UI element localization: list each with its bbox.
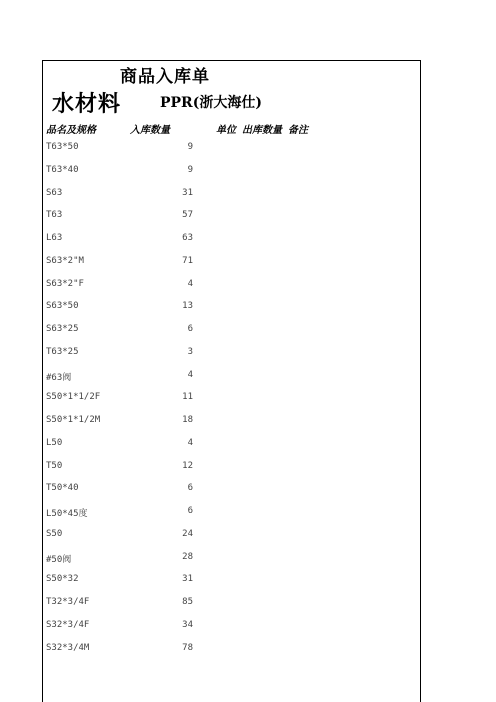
table-row xyxy=(46,455,416,478)
table-row xyxy=(46,409,416,432)
table-row xyxy=(46,364,416,387)
item-name: T63*50 xyxy=(46,142,79,152)
item-name: S63*2"F xyxy=(46,278,84,289)
item-name: S63*2"M xyxy=(46,255,84,266)
item-name: S50 xyxy=(46,528,63,539)
item-quantity: 6 xyxy=(187,324,193,334)
table-row xyxy=(46,477,416,500)
column-header-in-qty: 入库数量 xyxy=(130,125,170,136)
item-name: L50 xyxy=(46,437,63,448)
item-name: T63*25 xyxy=(46,346,79,357)
item-name: S50*1*1/2F xyxy=(46,392,101,403)
table-row xyxy=(46,159,416,182)
table-row xyxy=(46,295,416,318)
table-row xyxy=(46,614,416,637)
item-name: S32*3/4F xyxy=(46,619,90,630)
item-quantity: 24 xyxy=(182,528,193,539)
column-header-unit: 单位 xyxy=(216,125,236,136)
table-header xyxy=(46,121,416,137)
table-row xyxy=(46,500,416,523)
item-name: S50*1*1/2M xyxy=(46,415,101,425)
item-quantity: 71 xyxy=(182,255,193,266)
item-name: #50阀 xyxy=(46,554,72,565)
item-quantity: 9 xyxy=(187,142,193,152)
item-name: T32*3/4F xyxy=(46,597,90,607)
item-quantity: 11 xyxy=(182,392,193,403)
item-quantity: 63 xyxy=(182,233,193,243)
category-label: 水材料 xyxy=(52,92,122,117)
item-name: T63*40 xyxy=(46,164,79,175)
table-row xyxy=(46,250,416,273)
table-row xyxy=(46,432,416,455)
table-row xyxy=(46,318,416,341)
column-header-out-qty: 出库数量 xyxy=(242,125,282,136)
item-quantity: 31 xyxy=(182,574,193,585)
table-row xyxy=(46,136,416,159)
item-name: S50*32 xyxy=(46,574,79,585)
table-row xyxy=(46,273,416,296)
item-name: S32*3/4M xyxy=(46,642,90,653)
item-quantity: 85 xyxy=(182,597,193,607)
item-quantity: 28 xyxy=(182,551,193,562)
item-quantity: 6 xyxy=(187,506,193,516)
item-name: T63 xyxy=(46,210,63,221)
table-row xyxy=(46,568,416,591)
item-quantity: 13 xyxy=(182,301,193,312)
item-quantity: 4 xyxy=(187,278,193,289)
item-quantity: 78 xyxy=(182,642,193,653)
table-row xyxy=(46,182,416,205)
item-name: S63*50 xyxy=(46,301,79,312)
table-row xyxy=(46,341,416,364)
item-quantity: 57 xyxy=(182,210,193,221)
table-row xyxy=(46,546,416,569)
item-quantity: 12 xyxy=(182,460,193,471)
item-name: #63阀 xyxy=(46,372,72,383)
item-quantity: 9 xyxy=(187,164,193,175)
item-name: L50*45度 xyxy=(46,509,88,519)
item-name: T50*40 xyxy=(46,483,79,494)
table-row xyxy=(46,227,416,250)
table-body xyxy=(46,136,416,659)
item-quantity: 4 xyxy=(187,369,193,380)
item-quantity: 6 xyxy=(187,483,193,494)
table-row xyxy=(46,523,416,546)
table-row xyxy=(46,637,416,660)
item-quantity: 31 xyxy=(182,187,193,198)
document-title: 商品入库单 xyxy=(120,67,210,87)
item-name: T50 xyxy=(46,460,63,471)
table-row xyxy=(46,386,416,409)
item-quantity: 4 xyxy=(187,437,193,448)
item-quantity: 3 xyxy=(187,346,193,357)
item-quantity: 34 xyxy=(182,619,193,630)
item-quantity: 18 xyxy=(182,415,193,425)
column-header-note: 备注 xyxy=(288,125,308,136)
item-name: S63*25 xyxy=(46,324,79,334)
column-header-name: 品名及规格 xyxy=(46,125,96,136)
table-row xyxy=(46,591,416,614)
brand-label: PPR(浙大海仕) xyxy=(160,95,262,111)
item-name: S63 xyxy=(46,187,63,198)
table-row xyxy=(46,204,416,227)
item-name: L63 xyxy=(46,233,63,243)
